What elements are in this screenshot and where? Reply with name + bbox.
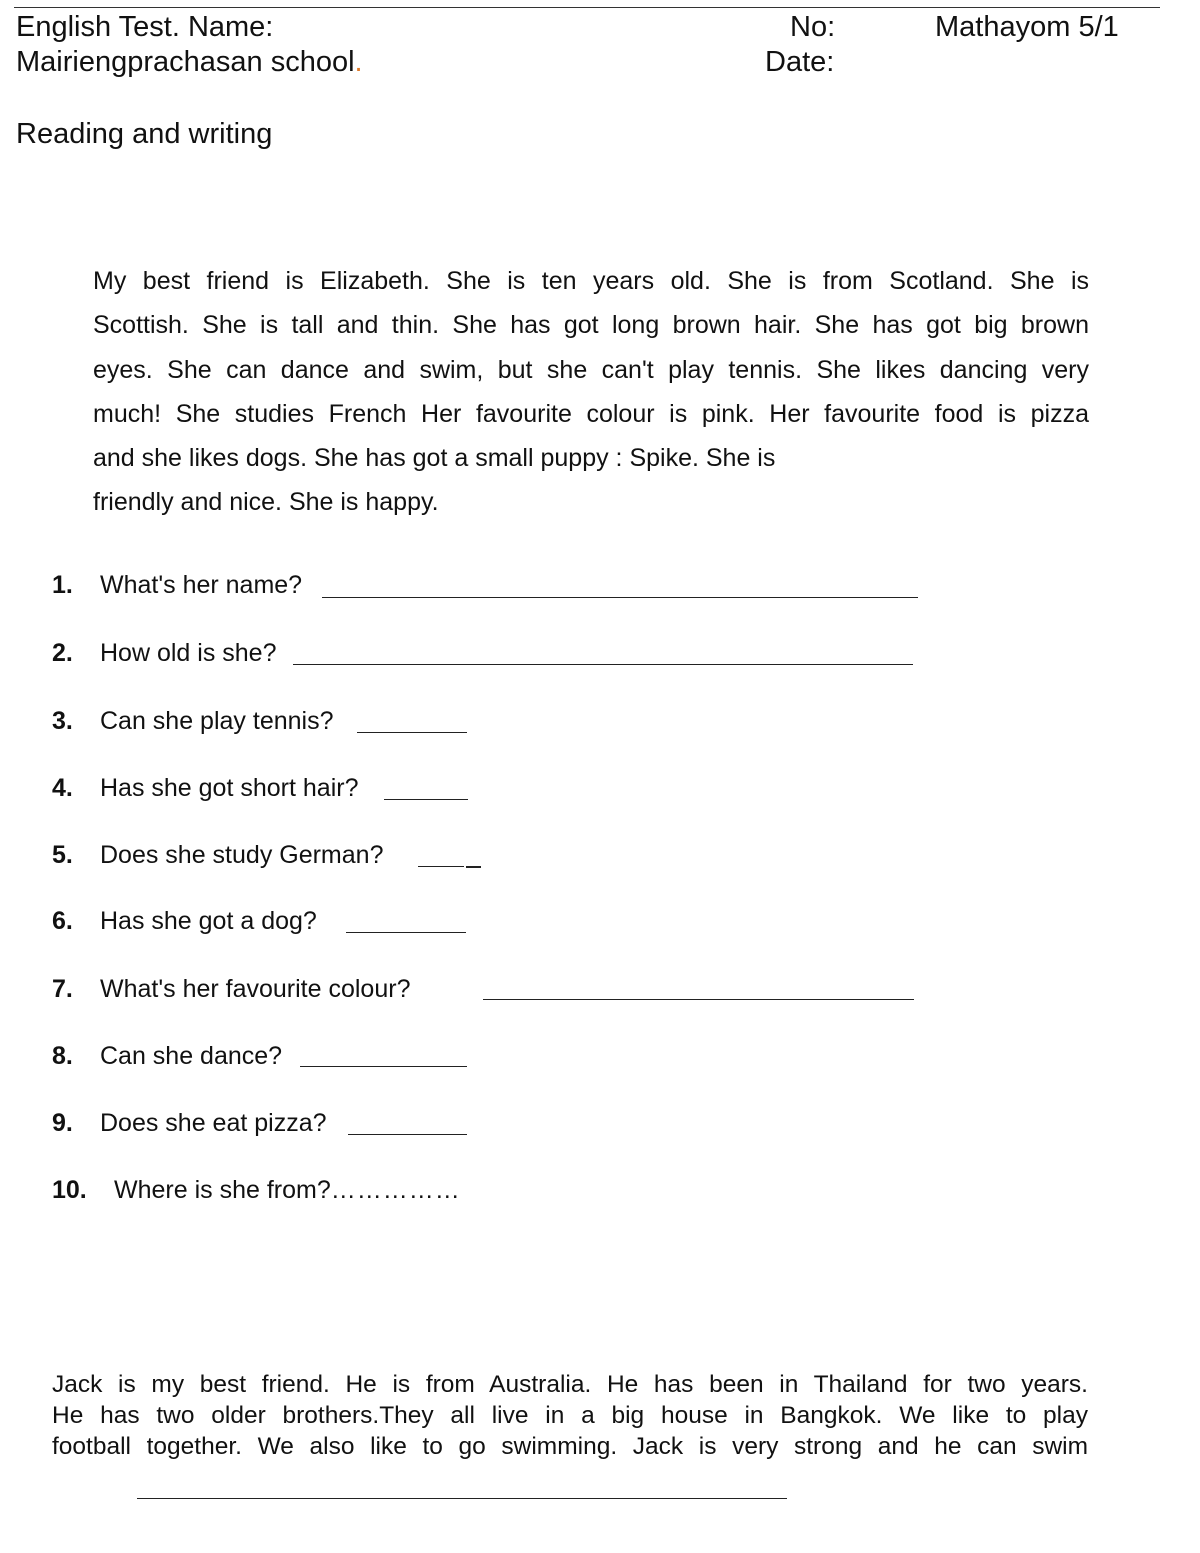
- passage-1-line: friendly and nice. She is happy.: [93, 488, 439, 517]
- passage-2-line: football together. We also like to go swimming. Jack is very strong and he can swim: [52, 1433, 1088, 1460]
- question-6: [52, 904, 317, 938]
- passage-1-line: eyes. She can dance and swim, but she can't play tennis. She likes dancing very: [93, 355, 1089, 384]
- answer-line-9[interactable]: [348, 1134, 467, 1135]
- class-label: Mathayom 5/1: [935, 11, 1119, 43]
- question-text: Has she got short hair?: [100, 774, 359, 802]
- question-9: [52, 1106, 327, 1140]
- passage-1-line: My best friend is Elizabeth. She is ten years old. She is from Scotland. She is: [93, 267, 1089, 295]
- passage-1-line: Scottish. She is tall and thin. She has got long brown hair. She has got big brown: [93, 311, 1089, 340]
- answer-line-8[interactable]: [300, 1066, 467, 1067]
- answer-line-4[interactable]: [384, 799, 468, 800]
- question-4: [52, 771, 358, 805]
- question-2: [52, 636, 276, 670]
- reading-passage-1: [93, 259, 1089, 525]
- question-number: 3.: [52, 707, 73, 735]
- answer-line-3[interactable]: [357, 732, 467, 733]
- answer-line-7[interactable]: [483, 999, 914, 1000]
- answer-line-1[interactable]: [322, 597, 918, 598]
- test-name-label: English Test. Name:: [16, 11, 274, 43]
- passage-1-line: much! She studies French Her favourite colour is pink. Her favourite food is pizza: [93, 399, 1089, 428]
- question-number: 6.: [52, 907, 73, 935]
- question-text: Can she dance?: [100, 1042, 283, 1070]
- passage-2-line: Jack is my best friend. He is from Australia. He has been in Thailand for two years.: [52, 1371, 1088, 1398]
- question-text: What's her favourite colour?: [100, 975, 411, 1003]
- date-label: Date:: [765, 46, 835, 78]
- reading-passage-2: [52, 1369, 1088, 1462]
- question-3: [52, 704, 333, 738]
- answer-dots-10[interactable]: ……………: [330, 1176, 461, 1204]
- question-number: 2.: [52, 639, 73, 667]
- question-number: 7.: [52, 975, 73, 1003]
- question-number: 8.: [52, 1042, 73, 1070]
- question-number: 5.: [52, 841, 73, 869]
- answer-line-5-end: [466, 866, 481, 868]
- number-label: No:: [790, 11, 836, 43]
- answer-line-2[interactable]: [293, 664, 913, 665]
- question-10: [52, 1173, 461, 1207]
- question-text: Can she play tennis?: [100, 707, 334, 735]
- section-title: Reading and writing: [16, 118, 273, 150]
- answer-line-6[interactable]: [346, 932, 466, 933]
- passage-1-line: and she likes dogs. She has got a small puppy : Spike. She is: [93, 444, 776, 473]
- question-number: 10.: [52, 1176, 87, 1204]
- question-text: Does she study German?: [100, 841, 384, 869]
- question-text: Where is she from?: [114, 1176, 331, 1204]
- question-5: [52, 838, 383, 872]
- question-text: Does she eat pizza?: [100, 1109, 327, 1137]
- question-7: [52, 972, 410, 1006]
- question-number: 4.: [52, 774, 73, 802]
- top-rule: [14, 7, 1160, 8]
- school-name: [16, 45, 363, 79]
- question-number: 9.: [52, 1109, 73, 1137]
- question-text: What's her name?: [100, 571, 303, 599]
- question-8: [52, 1039, 282, 1073]
- question-1: [52, 568, 302, 602]
- school-name-text: Mairiengprachasan school: [16, 46, 355, 78]
- answer-line-5[interactable]: [418, 866, 464, 867]
- question-number: 1.: [52, 571, 73, 599]
- passage-2-line: He has two older brothers.They all live in a big house in Bangkok. We like to play: [52, 1402, 1088, 1429]
- school-name-dot: .: [354, 46, 363, 78]
- question-text: How old is she?: [100, 639, 277, 667]
- answer-line-bottom[interactable]: [137, 1498, 787, 1499]
- question-text: Has she got a dog?: [100, 907, 317, 935]
